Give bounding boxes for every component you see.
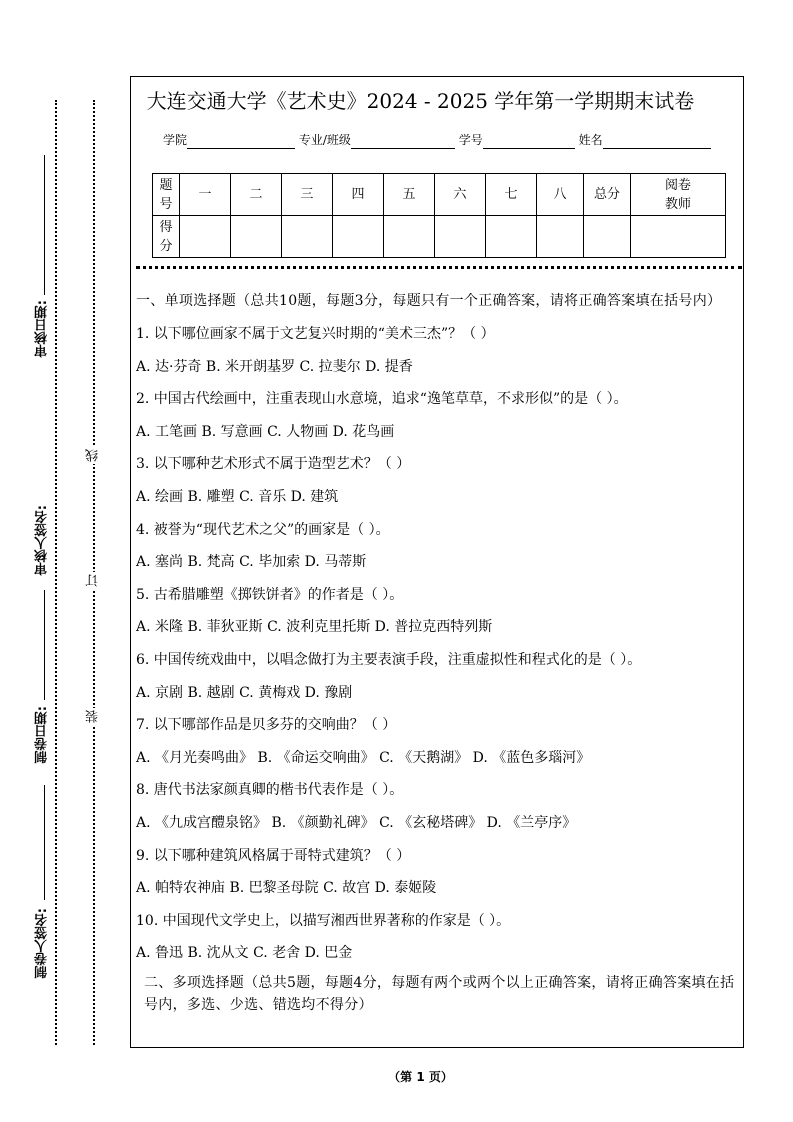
score-table: [152, 173, 726, 258]
col-header: 一: [180, 174, 231, 216]
score-cell[interactable]: [333, 216, 384, 258]
question: 3. 以下哪种艺术形式不属于造型艺术？（ ）: [136, 456, 411, 473]
col-header: 七: [486, 174, 537, 216]
major-label: 专业/班级: [298, 133, 351, 147]
dotted-separator: [136, 266, 742, 269]
col-header: 二: [231, 174, 282, 216]
section2-heading: 二、多项选择题（总共5题，每题4分，每题有两个或两个以上正确答案，请将正确答案填在括号内，多选、少选、错选均不得分）: [144, 974, 735, 1013]
options: A. 鲁迅 B. 沈从文 C. 老舍 D. 巴金: [136, 945, 353, 962]
question: 8. 唐代书法家颜真卿的楷书代表作是（ ）。: [136, 782, 404, 799]
options: A. 工笔画 B. 写意画 C. 人物画 D. 花鸟画: [136, 423, 395, 440]
question: 10. 中国现代文学史上，以描写湘西世界著称的作家是（ ）。: [136, 912, 511, 929]
college-label: 学院: [163, 133, 188, 147]
score-cell[interactable]: [231, 216, 282, 258]
binding-dotted-line-outer: [55, 100, 57, 1045]
score-cell-total[interactable]: [584, 216, 631, 258]
binding-char-xian: 线: [86, 449, 101, 462]
section1-heading: 一、单项选择题（总共10题，每题3分，每题只有一个正确答案，请将正确答案填在括号内）: [136, 293, 722, 309]
question: 2. 中国古代绘画中，注重表现山水意境，追求“逸笔草草，不求形似”的是（ ）。: [136, 391, 628, 408]
options: A. 京剧 B. 越剧 C. 黄梅戏 D. 豫剧: [136, 684, 353, 701]
col-header: 四: [333, 174, 384, 216]
college-field[interactable]: [187, 134, 295, 149]
paper-date-line: [44, 785, 45, 900]
major-field[interactable]: [351, 134, 455, 149]
binding-char-ding: 订: [86, 574, 101, 587]
col-header: 五: [384, 174, 435, 216]
question: 4. 被誉为“现代艺术之父”的画家是（ ）。: [136, 521, 390, 538]
reviewer-signature-line: [44, 590, 45, 700]
score-cell[interactable]: [384, 216, 435, 258]
question: 5. 古希腊雕塑《掷铁饼者》的作者是（ ）。: [136, 586, 404, 603]
options: A. 《九成宫醴泉铭》 B. 《颜勤礼碑》 C. 《玄秘塔碑》 D. 《兰亭序》: [136, 814, 577, 831]
student-info-line: [163, 131, 711, 149]
grader-cell[interactable]: [631, 216, 726, 258]
exam-body: [136, 290, 742, 1016]
col-header: 三: [282, 174, 333, 216]
score-cell[interactable]: [282, 216, 333, 258]
score-cell[interactable]: [537, 216, 584, 258]
review-date-label: 审核日期:: [35, 300, 50, 358]
row-label-score: 得分: [153, 216, 180, 258]
question: 6. 中国传统戏曲中，以唱念做打为主要表演手段，注重虚拟性和程式化的是（ ）。: [136, 651, 642, 668]
options: A. 米隆 B. 菲狄亚斯 C. 波利克里托斯 D. 普拉克西特列斯: [136, 619, 493, 636]
reviewer-signature-label: 审核人签名:: [35, 505, 50, 576]
review-date-line: [44, 155, 45, 295]
student-id-field[interactable]: [483, 134, 575, 149]
question: 9. 以下哪种建筑风格属于哥特式建筑？（ ）: [136, 847, 411, 864]
score-cell[interactable]: [486, 216, 537, 258]
student-id-label: 学号: [458, 133, 483, 147]
col-header: 六: [435, 174, 486, 216]
options: A. 绘画 B. 雕塑 C. 音乐 D. 建筑: [136, 488, 339, 505]
exam-title: 大连交通大学《艺术史》2024 - 2025 学年第一学期期末试卷: [146, 89, 695, 113]
binding-char-zhuang: 装: [86, 710, 101, 723]
options: A. 塞尚 B. 梵高 C. 毕加索 D. 马蒂斯: [136, 554, 367, 571]
options: A. 帕特农神庙 B. 巴黎圣母院 C. 故宫 D. 泰姬陵: [136, 880, 437, 897]
paper-date-label: 制卷日期:: [35, 706, 50, 764]
options: A. 《月光奏鸣曲》 B. 《命运交响曲》 C. 《天鹅湖》 D. 《蓝色多瑙河》: [136, 749, 591, 766]
col-header-grader: 阅卷教师: [631, 174, 726, 216]
page-number: （第 1 页）: [388, 1070, 453, 1084]
score-cell[interactable]: [180, 216, 231, 258]
question: 7. 以下哪部作品是贝多芬的交响曲？（ ）: [136, 717, 397, 734]
question: 1. 以下哪位画家不属于文艺复兴时期的“美术三杰”？（ ）: [136, 326, 495, 342]
name-label: 姓名: [578, 133, 603, 147]
col-header: 八: [537, 174, 584, 216]
score-cell[interactable]: [435, 216, 486, 258]
row-label-question-no: 题号: [153, 174, 180, 216]
paper-maker-signature-label: 制卷人签名:: [35, 908, 50, 979]
options: A. 达·芬奇 B. 米开朗基罗 C. 拉斐尔 D. 提香: [136, 358, 413, 375]
name-field[interactable]: [603, 134, 711, 149]
col-header-total: 总分: [584, 174, 631, 216]
